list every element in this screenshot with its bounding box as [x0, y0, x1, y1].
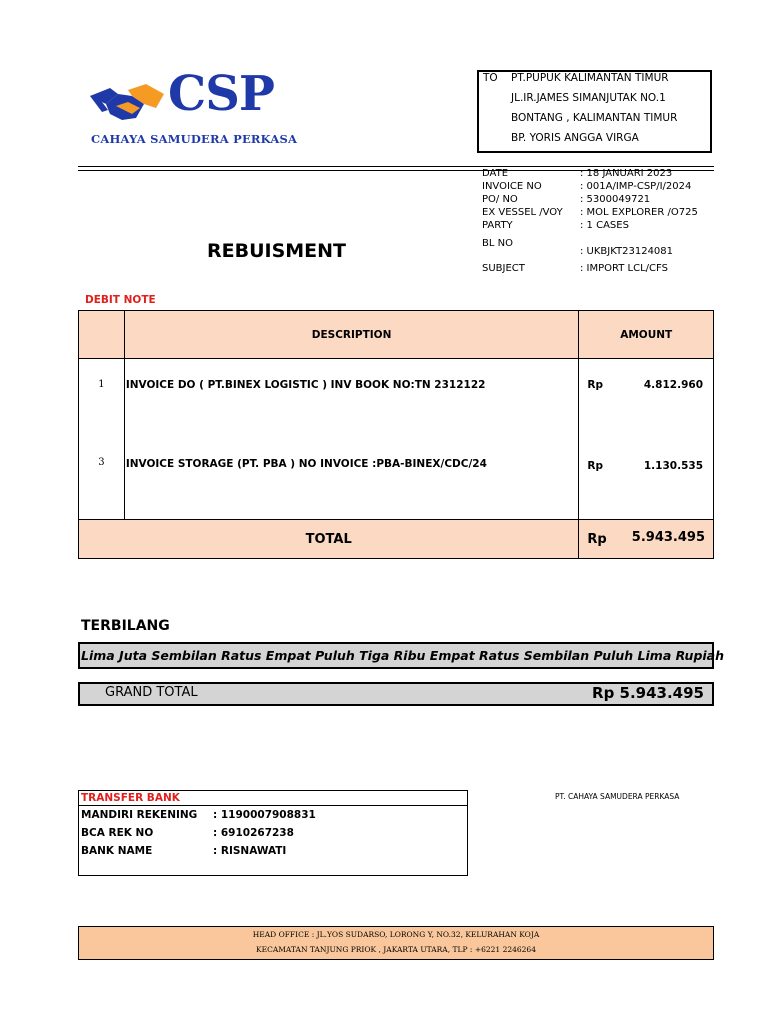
meta-label: PARTY [482, 220, 513, 231]
meta-value: : 18 JANUARI 2023 [580, 168, 673, 179]
row-amount-value: 4.812.960 [643, 379, 703, 391]
total-currency: Rp [587, 532, 607, 547]
bank-value: : 6910267238 [213, 827, 294, 839]
row-amount [579, 379, 713, 393]
row-amount-value: 1.130.535 [643, 460, 703, 472]
total-amount: 5.943.495 [631, 530, 705, 545]
meta-value: : IMPORT LCL/CFS [580, 263, 668, 274]
meta-value: : MOL EXPLORER /O725 [580, 207, 698, 218]
bank-label: BCA REK NO [81, 827, 154, 839]
bank-value: : RISNAWATI [213, 845, 287, 857]
logo-text: CSP [168, 66, 274, 122]
total-row [79, 520, 714, 559]
amount-column [579, 359, 714, 520]
footer-line: KECAMATAN TANJUNG PRIOK , JAKARTA UTARA, TLP : +6221 2246264 [256, 945, 536, 954]
meta-label: DATE [482, 168, 509, 179]
handshake-icon [88, 74, 168, 134]
recipient-line: BONTANG , KALIMANTAN TIMUR [511, 112, 678, 124]
recipient-line: PT.PUPUK KALIMANTAN TIMUR [511, 72, 669, 84]
row-currency: Rp [587, 460, 603, 472]
bank-label: MANDIRI REKENING [81, 809, 198, 821]
header-description: DESCRIPTION [124, 311, 579, 359]
grand-total-bar [78, 682, 714, 706]
bank-header: TRANSFER BANK [79, 791, 467, 806]
bank-label: BANK NAME [81, 845, 153, 857]
row-description: INVOICE DO ( PT.BINEX LOGISTIC ) INV BOOK NO:TN 2312122 [125, 379, 486, 391]
meta-label: EX VESSEL /VOY [482, 207, 563, 218]
footer-address [78, 926, 714, 960]
row-currency: Rp [587, 379, 603, 391]
table-body-row [79, 359, 714, 520]
logo-subtitle: CAHAYA SAMUDERA PERKASA [91, 132, 298, 146]
meta-value: : 5300049721 [580, 194, 651, 205]
recipient-line: JL.IR.JAMES SIMANJUTAK NO.1 [511, 92, 666, 104]
grand-total-value: Rp 5.943.495 [592, 684, 704, 702]
divider [78, 166, 714, 167]
footer-line: HEAD OFFICE : JL.YOS SUDARSO, LORONG Y, NO.32, KELURAHAN KOJA [252, 930, 540, 939]
meta-label: BL NO [482, 238, 513, 249]
meta-label: SUBJECT [482, 263, 525, 274]
header-amount: AMOUNT [579, 311, 714, 359]
meta-value: : 1 CASES [580, 220, 629, 231]
recipient-prefix: TO [483, 72, 498, 84]
items-table [78, 310, 714, 559]
meta-value: : 001A/IMP-CSP/I/2024 [580, 181, 692, 192]
header-no-cell [79, 311, 125, 359]
table-header-row [79, 311, 714, 359]
meta-label: PO/ NO [482, 194, 518, 205]
debit-note-label: DEBIT NOTE [85, 294, 156, 306]
total-label: TOTAL [79, 520, 579, 559]
meta-label: INVOICE NO [482, 181, 542, 192]
terbilang-label: TERBILANG [81, 618, 170, 634]
document-title: REBUISMENT [207, 240, 347, 262]
bank-value: : 1190007908831 [213, 809, 316, 821]
recipient-box [477, 70, 712, 153]
description-column [124, 359, 579, 520]
total-amount-cell [579, 520, 714, 559]
grand-total-label: GRAND TOTAL [105, 685, 198, 700]
signature-company: PT. CAHAYA SAMUDERA PERKASA [555, 792, 680, 801]
row-description: INVOICE STORAGE (PT. PBA ) NO INVOICE :PBA-BINEX/CDC/24 [125, 458, 487, 470]
recipient-line: BP. YORIS ANGGA VIRGA [511, 132, 639, 144]
amount-in-words: Lima Juta Sembilan Ratus Empat Puluh Tiga Ribu Empat Ratus Sembilan Puluh Lima Rupiah [78, 642, 714, 669]
row-amount [579, 460, 713, 474]
row-number: 3 [98, 457, 105, 468]
row-number: 1 [98, 379, 105, 390]
bank-details-box [78, 790, 468, 876]
number-column [79, 359, 125, 520]
meta-value: : UKBJKT23124081 [580, 246, 674, 257]
